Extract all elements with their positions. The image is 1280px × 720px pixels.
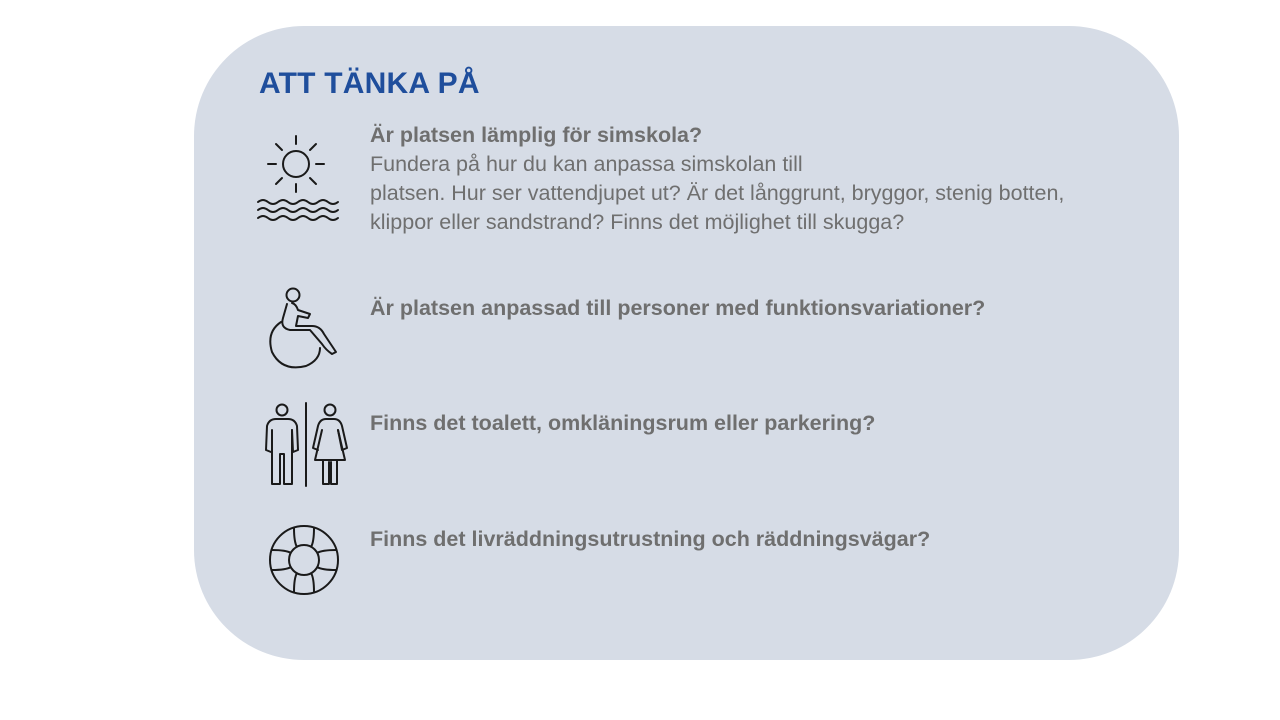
question-text: Finns det livräddningsutrustning och räddningsvägar? [370, 527, 931, 551]
description-line: Fundera på hur du kan anpassa simskolan till [370, 152, 803, 176]
page-title: ATT TÄNKA PÅ [259, 67, 480, 100]
sun-waves-icon [254, 132, 340, 224]
lifebuoy-icon [266, 522, 342, 598]
item-rescue [370, 525, 930, 554]
item-accessibility [370, 294, 985, 323]
item-sim-school [370, 121, 1160, 237]
question-text: Är platsen lämplig för simskola? [370, 123, 703, 147]
description-line: platsen. Hur ser vattendjupet ut? Är det långgrunt, bryggor, stenig botten, [370, 181, 1065, 205]
item-facilities [370, 409, 875, 438]
wheelchair-icon [262, 284, 342, 372]
question-text: Är platsen anpassad till personer med funktionsvariationer? [370, 296, 986, 320]
restroom-icon [262, 400, 350, 488]
description-line: klippor eller sandstrand? Finns det möjlighet till skugga? [370, 210, 905, 234]
question-text: Finns det toalett, omkläningsrum eller parkering? [370, 411, 876, 435]
